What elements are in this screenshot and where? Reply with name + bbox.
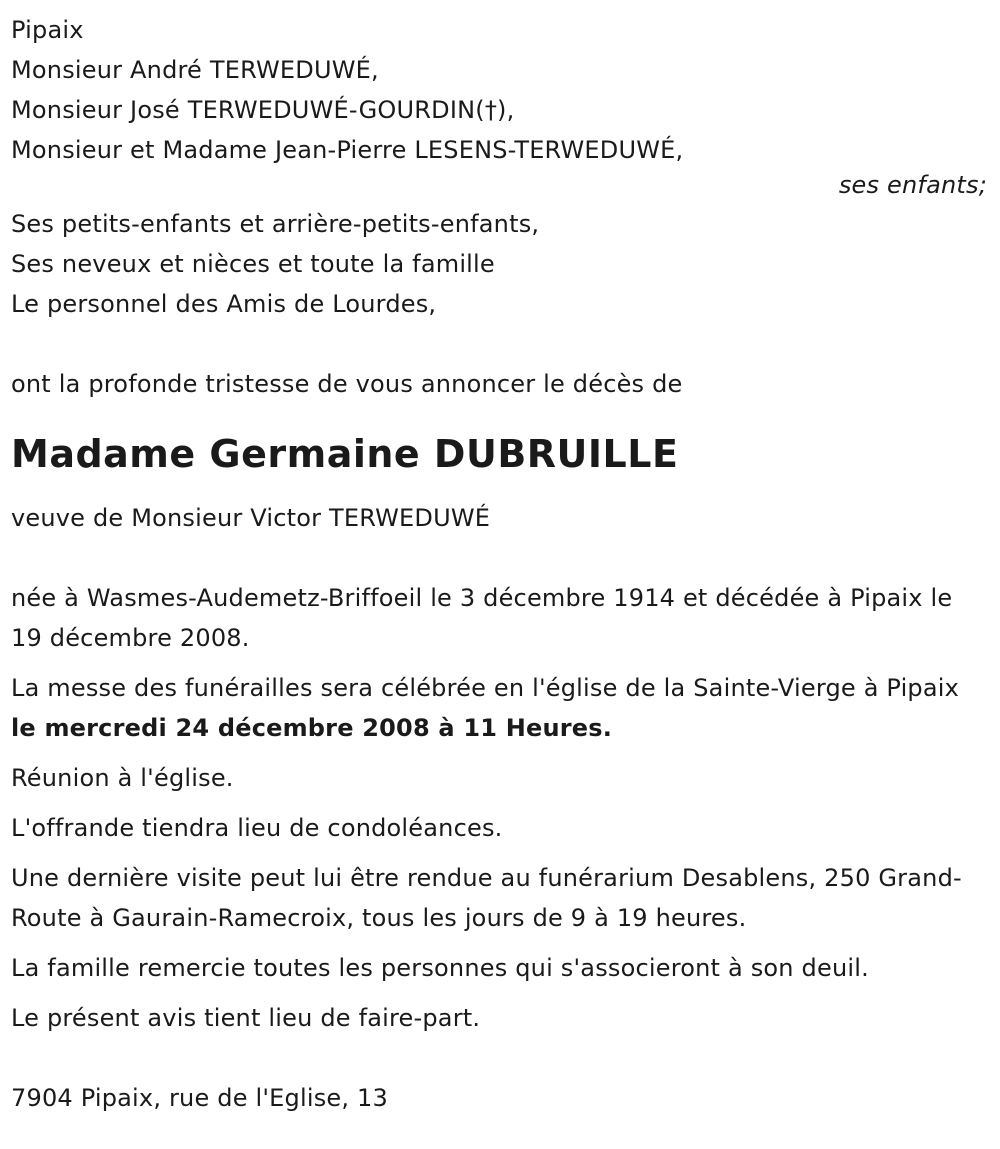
funeral-mass-intro: La messe des funérailles sera célébrée en l'église de la Sainte-Vierge à Pipaix	[11, 674, 960, 702]
deceased-name: Madame Germaine DUBRUILLE	[11, 432, 679, 476]
birth-death-paragraph: née à Wasmes-Audemetz-Briffoeil le 3 décembre 1914 et décédée à Pipaix le 19 décembre 2008.	[11, 584, 953, 652]
announcement-text: ont la profonde tristesse de vous annoncer le décès de	[11, 370, 683, 398]
child-name: Monsieur André TERWEDUWÉ,	[11, 56, 379, 84]
place-name: Pipaix	[11, 16, 84, 44]
notice-paragraph: Le présent avis tient lieu de faire-part.	[11, 1004, 481, 1032]
family-line: Ses neveux et nièces et toute la famille	[11, 250, 495, 278]
widow-of: veuve de Monsieur Victor TERWEDUWÉ	[11, 504, 491, 532]
funeral-mass-date: le mercredi 24 décembre 2008 à 11 Heures.	[11, 714, 613, 742]
family-line: Le personnel des Amis de Lourdes,	[11, 290, 437, 318]
children-role: ses enfants;	[838, 171, 987, 199]
meeting-paragraph: Réunion à l'église.	[11, 764, 234, 792]
child-name: Monsieur et Madame Jean-Pierre LESENS-TERWEDUWÉ,	[11, 136, 684, 164]
funeral-mass-paragraph	[11, 668, 991, 748]
obituary-notice	[11, 10, 991, 1118]
family-line: Ses petits-enfants et arrière-petits-enfants,	[11, 210, 540, 238]
thanks-paragraph: La famille remercie toutes les personnes qui s'associeront à son deuil.	[11, 954, 869, 982]
visit-paragraph: Une dernière visite peut lui être rendue au funérarium Desablens, 250 Grand-Route à Gaurain-Ramecroix, tous les jours de 9 à 19 heures.	[11, 864, 962, 932]
child-name: Monsieur José TERWEDUWÉ-GOURDIN(†),	[11, 96, 515, 124]
offering-paragraph: L'offrande tiendra lieu de condoléances.	[11, 814, 503, 842]
address: 7904 Pipaix, rue de l'Eglise, 13	[11, 1084, 388, 1112]
